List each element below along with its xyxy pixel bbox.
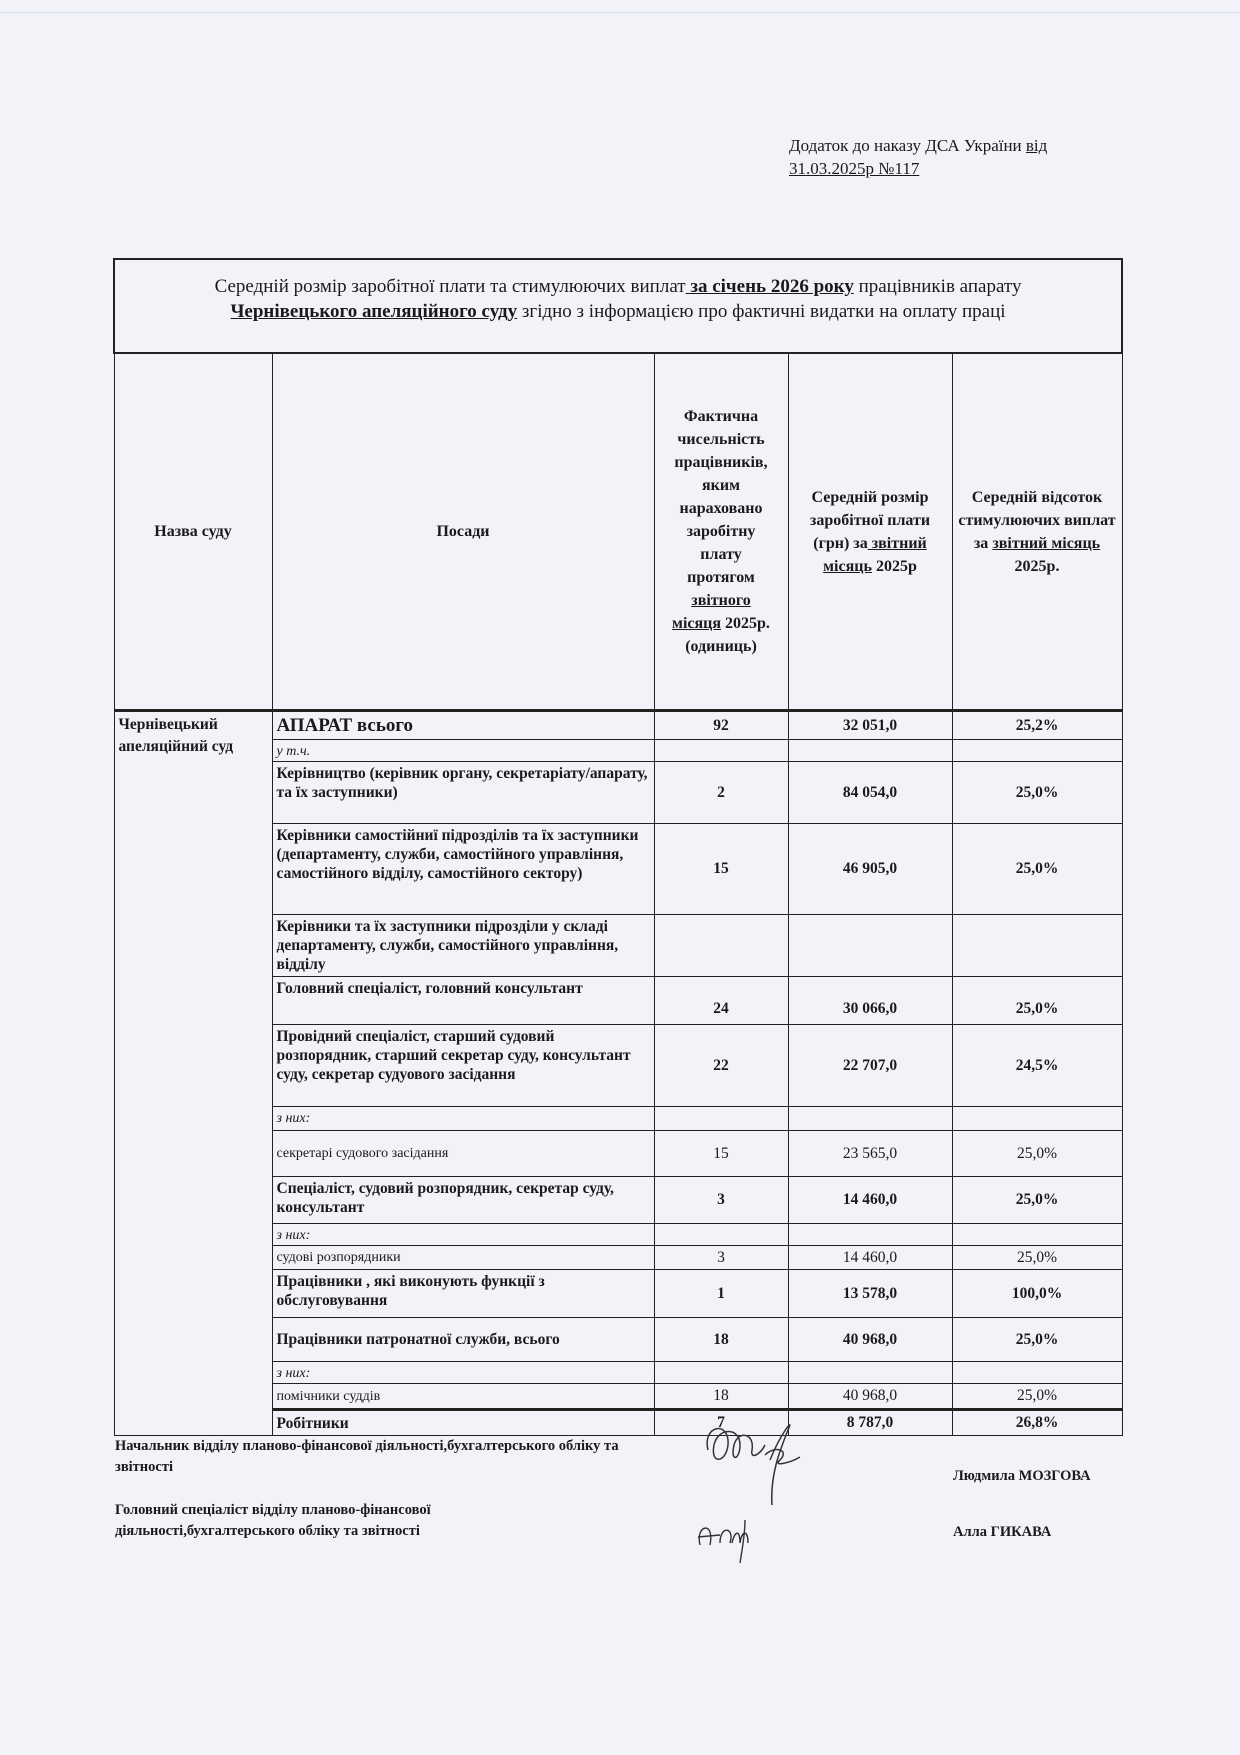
salary-cell: 32 051,0 xyxy=(788,711,952,740)
bonus-cell xyxy=(952,915,1122,977)
position-cell: АПАРАТ всього xyxy=(272,711,654,740)
header-salary: Середній розмір заробітної плати (грн) за звітний місяць 2025р xyxy=(788,353,952,711)
table-title-row xyxy=(114,259,1122,353)
table-row xyxy=(114,711,1122,740)
salary-table xyxy=(113,258,1123,1436)
count-cell: 2 xyxy=(654,762,788,824)
page-edge xyxy=(0,12,1240,13)
count-cell: 22 xyxy=(654,1025,788,1107)
count-cell: 18 xyxy=(654,1384,788,1410)
note-text: Додаток до наказу ДСА України xyxy=(789,136,1026,155)
bonus-cell: 25,0% xyxy=(952,762,1122,824)
position-cell: Головний спеціаліст, головний консультант xyxy=(272,977,654,1025)
signatory-2-role: Головний спеціаліст відділу планово-фінансової діяльності,бухгалтерського обліку та звітності xyxy=(115,1502,431,1539)
signatory-2-name: Алла ГИКАВА xyxy=(953,1524,1052,1540)
salary-cell: 30 066,0 xyxy=(788,977,952,1025)
bonus-cell: 25,0% xyxy=(952,1384,1122,1410)
count-cell: 24 xyxy=(654,977,788,1025)
position-cell: Керівники та їх заступники підрозділи у складі департаменту, служби, самостійного управління, відділу xyxy=(272,915,654,977)
position-cell: помічники суддів xyxy=(272,1384,654,1410)
salary-cell: 40 968,0 xyxy=(788,1318,952,1362)
count-cell xyxy=(654,1107,788,1131)
salary-cell: 8 787,0 xyxy=(788,1410,952,1436)
court-name: Чернівецький апеляційний суд xyxy=(114,711,272,1436)
salary-cell: 14 460,0 xyxy=(788,1246,952,1270)
position-cell: у т.ч. xyxy=(272,740,654,762)
salary-cell: 23 565,0 xyxy=(788,1131,952,1177)
salary-cell xyxy=(788,740,952,762)
salary-cell: 84 054,0 xyxy=(788,762,952,824)
count-cell xyxy=(654,1362,788,1384)
bonus-cell: 100,0% xyxy=(952,1270,1122,1318)
header-bonus: Середній відсоток стимулюючих виплат за звітний місяць 2025р. xyxy=(952,353,1122,711)
count-cell xyxy=(654,740,788,762)
count-cell xyxy=(654,1224,788,1246)
position-cell: Працівники , які виконують функції з обслуговування xyxy=(272,1270,654,1318)
order-reference xyxy=(789,134,1047,180)
position-cell: Провідний спеціаліст, старший судовий розпорядник, старший секретар суду, консультант суду, секретар судуового засідання xyxy=(272,1025,654,1107)
bonus-cell: 25,0% xyxy=(952,1131,1122,1177)
position-cell: Керівники самостійниї підрозділів та їх заступники (департаменту, служби, самостійного управління, самостійного відділу, самостійного сектору) xyxy=(272,824,654,915)
bonus-cell xyxy=(952,1107,1122,1131)
count-cell: 7 xyxy=(654,1410,788,1436)
table-title: Середній розмір заробітної плати та стимулюючих виплат за січень 2026 року працівників апарату Чернівецького апеляційного суду згідно з інформацією про фактичні видатки на оплату праці xyxy=(114,259,1122,353)
position-cell: Робітники xyxy=(272,1410,654,1436)
count-cell: 1 xyxy=(654,1270,788,1318)
order-number: 31.03.2025р №117 xyxy=(789,159,920,178)
salary-cell xyxy=(788,1224,952,1246)
bonus-cell: 25,0% xyxy=(952,977,1122,1025)
bonus-cell: 25,0% xyxy=(952,824,1122,915)
salary-cell: 22 707,0 xyxy=(788,1025,952,1107)
salary-cell: 13 578,0 xyxy=(788,1270,952,1318)
count-cell: 3 xyxy=(654,1246,788,1270)
signatory-1-role: Начальник відділу планово-фінансової діяльності,бухгалтерського обліку та звітності xyxy=(115,1438,619,1475)
salary-cell xyxy=(788,1107,952,1131)
header-count: Фактична чисельність працівників, яким нараховано заробітну плату протягом звітного місяця 2025р. (одиниць) xyxy=(654,353,788,711)
salary-cell: 46 905,0 xyxy=(788,824,952,915)
bonus-cell xyxy=(952,1224,1122,1246)
salary-cell: 14 460,0 xyxy=(788,1177,952,1224)
count-cell: 18 xyxy=(654,1318,788,1362)
position-cell: Спеціаліст, судовий розпорядник, секретар суду, консультант xyxy=(272,1177,654,1224)
signature-2-image xyxy=(690,1505,770,1565)
position-cell: з них: xyxy=(272,1107,654,1131)
bonus-cell: 25,0% xyxy=(952,1318,1122,1362)
salary-cell: 40 968,0 xyxy=(788,1384,952,1410)
position-cell: з них: xyxy=(272,1224,654,1246)
count-cell xyxy=(654,915,788,977)
position-cell: судові розпорядники xyxy=(272,1246,654,1270)
count-cell: 15 xyxy=(654,824,788,915)
position-cell: Керівництво (керівник органу, секретаріату/апарату, та їх заступники) xyxy=(272,762,654,824)
position-cell: з них: xyxy=(272,1362,654,1384)
bonus-cell: 26,8% xyxy=(952,1410,1122,1436)
bonus-cell: 24,5% xyxy=(952,1025,1122,1107)
salary-cell xyxy=(788,1362,952,1384)
bonus-cell xyxy=(952,740,1122,762)
signature-1-image xyxy=(700,1415,810,1515)
count-cell: 92 xyxy=(654,711,788,740)
note-text-underlined: від xyxy=(1025,136,1048,155)
position-cell: секретарі судового засідання xyxy=(272,1131,654,1177)
count-cell: 3 xyxy=(654,1177,788,1224)
position-cell: Працівники патронатної служби, всього xyxy=(272,1318,654,1362)
header-row xyxy=(114,353,1122,711)
bonus-cell: 25,0% xyxy=(952,1246,1122,1270)
bonus-cell: 25,2% xyxy=(952,711,1122,740)
header-court: Назва суду xyxy=(114,353,272,711)
salary-cell xyxy=(788,915,952,977)
header-position: Посади xyxy=(272,353,654,711)
bonus-cell xyxy=(952,1362,1122,1384)
signatory-1-name: Людмила МОЗГОВА xyxy=(953,1468,1091,1484)
bonus-cell: 25,0% xyxy=(952,1177,1122,1224)
count-cell: 15 xyxy=(654,1131,788,1177)
